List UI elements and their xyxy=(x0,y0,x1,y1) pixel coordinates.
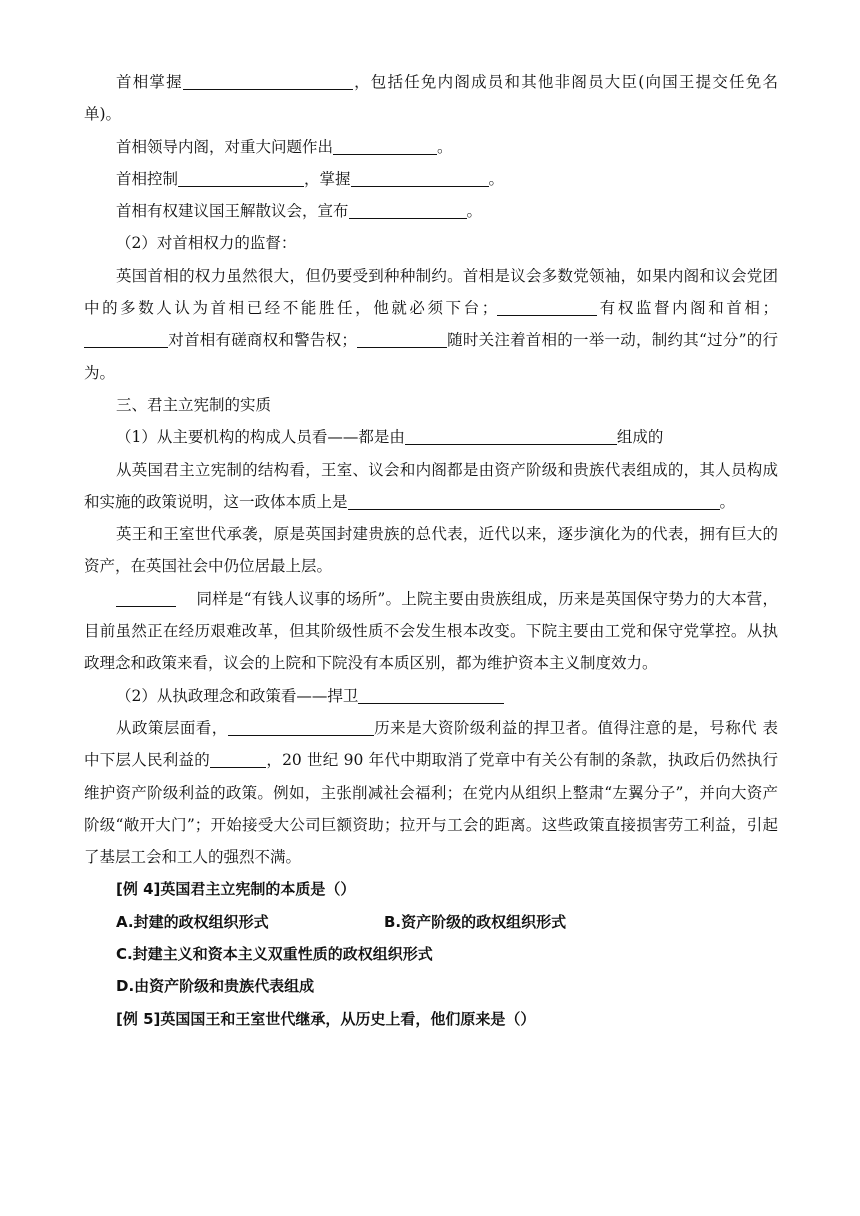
paragraph-policy: 从政策层面看， 历来是大资阶级利益的捍卫者。值得注意的是，号称代 表中下层人民利益的 ，20 世纪 90 年代中期取消了党章中有关公有制的条款，执政后仍然执行维护资产阶级利益的政策。例如，主张削减社会福利；在党内从组织上整肃“左翼分子”，并向大资产阶级“敞开大门”；开始接受大公司巨额资助；拉开与工会的距离。这些政策直接损害劳工利益，引起了基层工会和工人的强烈不满。 xyxy=(84,718,778,867)
paragraph-structure: 从英国君主立宪制的结构看，王室、议会和内阁都是由资产阶级和贵族代表组成的，其人员构成和实施的政策说明，这一政体本质上是 。 xyxy=(84,460,778,511)
section-heading-essence: 三、君主立宪制的实质 xyxy=(116,395,272,414)
example-4-option-d: D.由资产阶级和贵族代表组成 xyxy=(116,977,315,996)
paragraph-supervision: 英国首相的权力虽然很大，但仍要受到种种制约。首相是议会多数党领袖，如果内阁和议会党团中的多数人认为首相已经不能胜任，他就必须下台； 有权监督内阁和首相；对首相有磋商权和警告权； 随时关注着首相的一举一动，制约其“过分”的行为。 xyxy=(84,266,778,382)
blank-line xyxy=(358,685,504,704)
blank-line xyxy=(183,71,353,90)
blank-line xyxy=(348,491,720,510)
blank-line xyxy=(357,329,447,348)
document-page xyxy=(84,66,778,1035)
subheading-policy: （2）从执政理念和政策看——捍卫 xyxy=(84,680,778,712)
blank-line xyxy=(210,749,266,768)
blank-line xyxy=(497,297,597,316)
example-5-question: [例 5]英国国王和王室世代继承，从历史上看，他们原来是（） xyxy=(116,1009,536,1028)
example-4-options-ab xyxy=(84,906,778,938)
blank-line xyxy=(349,200,467,219)
example-4-option-b: B.资产阶级的政权组织形式 xyxy=(384,912,567,931)
example-4-question: [例 4]英国君主立宪制的本质是（） xyxy=(116,880,356,899)
blank-line xyxy=(351,168,489,187)
paragraph-pm-dissolve: 首相有权建议国王解散议会，宣布 。 xyxy=(116,202,483,221)
paragraph-pm-appointment: 首相掌握 ，包括任免内阁成员和其他非阁员大臣(向国王提交任免名单)。 xyxy=(84,73,778,124)
subheading-composition: （1）从主要机构的构成人员看——都是由 组成的 xyxy=(116,428,664,447)
paragraph-pm-cabinet: 首相领导内阁，对重大问题作出 。 xyxy=(116,137,453,156)
example-4-option-a: A.封建的政权组织形式 xyxy=(116,912,269,931)
example-4-option-c: C.封建主义和资本主义双重性质的政权组织形式 xyxy=(116,945,433,964)
blank-line xyxy=(116,588,176,607)
blank-line xyxy=(84,329,168,348)
blank-line xyxy=(333,136,437,155)
paragraph-pm-control: 首相控制 ，掌握 。 xyxy=(116,169,505,188)
subheading-supervision: （2）对首相权力的监督： xyxy=(116,234,297,253)
paragraph-monarch: 英王和王室世代承袭，原是英国封建贵族的总代表，近代以来，逐步演化为的代表，拥有巨大的资产，在英国社会中仍位居最上层。 xyxy=(84,525,778,576)
paragraph-parliament: 同样是“有钱人议事的场所”。上院主要由贵族组成，历来是英国保守势力的大本营，目前虽然正在经历艰难改革，但其阶级性质不会发生根本改变。下院主要由工党和保守党掌控。从执政理念和政策来看，议会的上院和下院没有本质区别，都为维护资本主义制度效力。 xyxy=(84,589,778,673)
blank-line xyxy=(405,426,617,445)
blank-line xyxy=(178,168,304,187)
blank-line xyxy=(228,717,374,736)
